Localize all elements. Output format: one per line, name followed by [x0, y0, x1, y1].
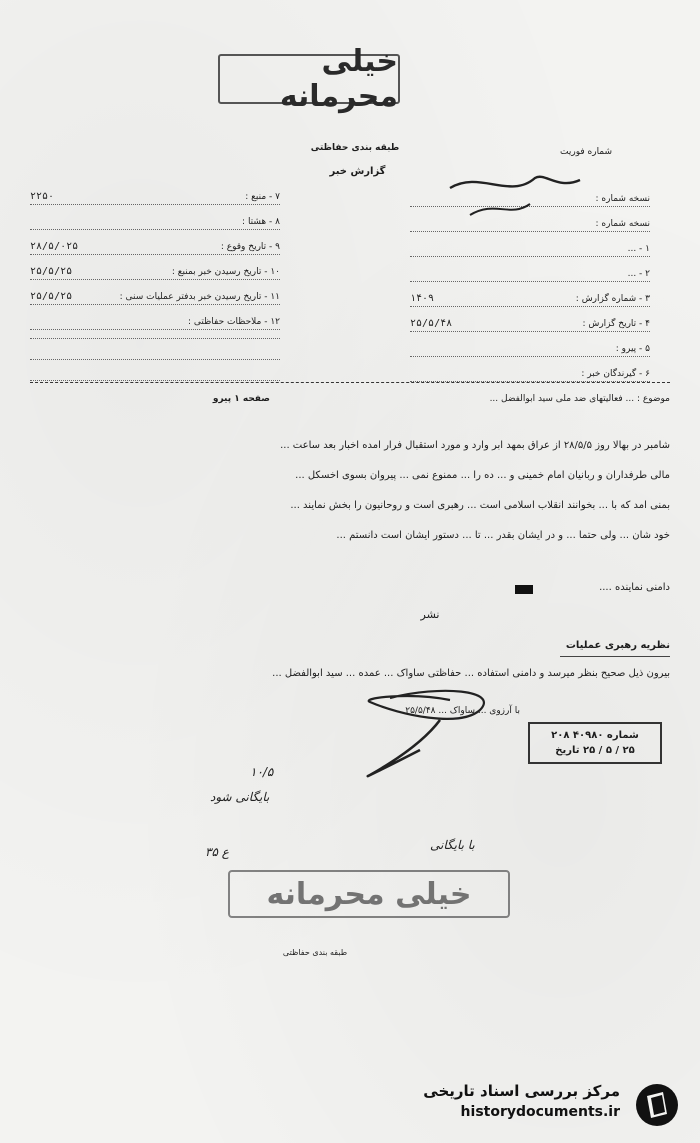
opinion-text-secondary: با آرزوی ... ساواک ... ۲۵/۵/۴۸: [405, 706, 520, 716]
archive-brand: [415, 1080, 685, 1130]
body-line: مالی طرفداران و ربانیان امام خمینی و ... ده را ... ممنوع نمی ... پیروان بسوی اخسکل ...: [295, 470, 670, 481]
form-field: ۷ - منبع : ۲۲۵۰: [30, 180, 280, 205]
body-line: بمنی آمد که با ... بخوانند انقلاب اسلامی است ... رهبری است و روحانیون را بخش نمایند ...: [290, 500, 670, 511]
handwritten-note: بایگانی شود: [210, 790, 270, 804]
handwritten-note: ۱۰/۵: [250, 765, 274, 779]
form-field: ۵ - پیرو :: [410, 332, 650, 357]
form-field: ۸ - هشتا :: [30, 205, 280, 230]
form-field: ۹ - تاریخ وقوع : ۲۸/۵/۰۲۵: [30, 230, 280, 255]
classification-stamp-top: خیلی محرمانه: [218, 54, 400, 104]
section-divider: [30, 382, 670, 383]
handwritten-note: با بایگانی: [430, 838, 475, 852]
form-field: ۱ - ...: [410, 232, 650, 257]
redaction-mark: [515, 585, 533, 594]
archive-logo-icon: [633, 1082, 681, 1128]
left-field-list: [30, 180, 280, 330]
signature-icon: [330, 680, 530, 800]
urgency-label: شماره فوریت: [560, 147, 613, 157]
body-tail: دامنی نماینده ....: [599, 582, 670, 593]
publish-mark: نشر: [420, 608, 440, 621]
form-field: ۴ - تاریخ گزارش : ۲۵/۵/۴۸: [410, 307, 650, 332]
body-line: شامبر در بهالا روز ۲۸/۵/۵ از عراق بمهد ابر وارد و مورد استقبال فرار آمده اخبار بعد ساعت ...: [280, 440, 670, 451]
opinion-underline: [560, 656, 670, 657]
opinion-header: نظریه رهبری عملیات: [565, 640, 670, 651]
page-number: صفحه ۱ پیرو: [212, 394, 270, 404]
form-field: نسخه شماره :: [410, 207, 650, 232]
form-field: ۱۱ - تاریخ رسیدن خبر بدفتر عملیات سنی : ۲۵/۵/۲۵: [30, 280, 280, 305]
form-field: ۱۰ - تاریخ رسیدن خبر بمنبع : ۲۵/۵/۲۵: [30, 255, 280, 280]
blank-field-lines: [30, 318, 280, 381]
form-field: ۲ - ...: [410, 257, 650, 282]
brand-name: مرکز بررسی اسناد تاریخی: [423, 1082, 620, 1100]
form-field: ۶ - گیرندگان خبر :: [410, 357, 650, 382]
body-line: خود شان ... ولی حتماً ... و در ایشان بقدر ... تا ... دستور ایشان است دانستم ...: [336, 530, 670, 541]
form-field: نسخه شماره :: [410, 182, 650, 207]
date-stamp: شماره ۴۰۹۸۰ ۲۰۸ ۲۵ / ۵ / ۲۵ تاریخ: [528, 722, 662, 764]
report-title: گزارش خبر: [329, 166, 386, 177]
organization-title: طبقه بندی حفاظتی: [310, 143, 400, 153]
form-field: ۱۲ - ملاحظات حفاظتی :: [30, 305, 280, 330]
handwritten-note: ع ۳۵: [205, 845, 229, 859]
opinion-text: بیرون ذیل صحیح بنظر میرسد و دامنی استفاده ... حفاظتی ساواک ... عمده ... سید ابوالفضل ...: [272, 668, 670, 679]
subject-line: موضوع : ... فعالیتهای ضد ملی سید ابوالفضل ...: [489, 394, 670, 404]
signature-scribble-icon: [440, 160, 600, 230]
brand-url: historydocuments.ir: [460, 1104, 620, 1120]
classification-stamp-bottom: خیلی محرمانه: [228, 870, 510, 918]
footer-classification: طبقه بندی حفاظتی: [282, 948, 348, 957]
form-field: ۳ - شماره گزارش : ۱۴۰۹: [410, 282, 650, 307]
